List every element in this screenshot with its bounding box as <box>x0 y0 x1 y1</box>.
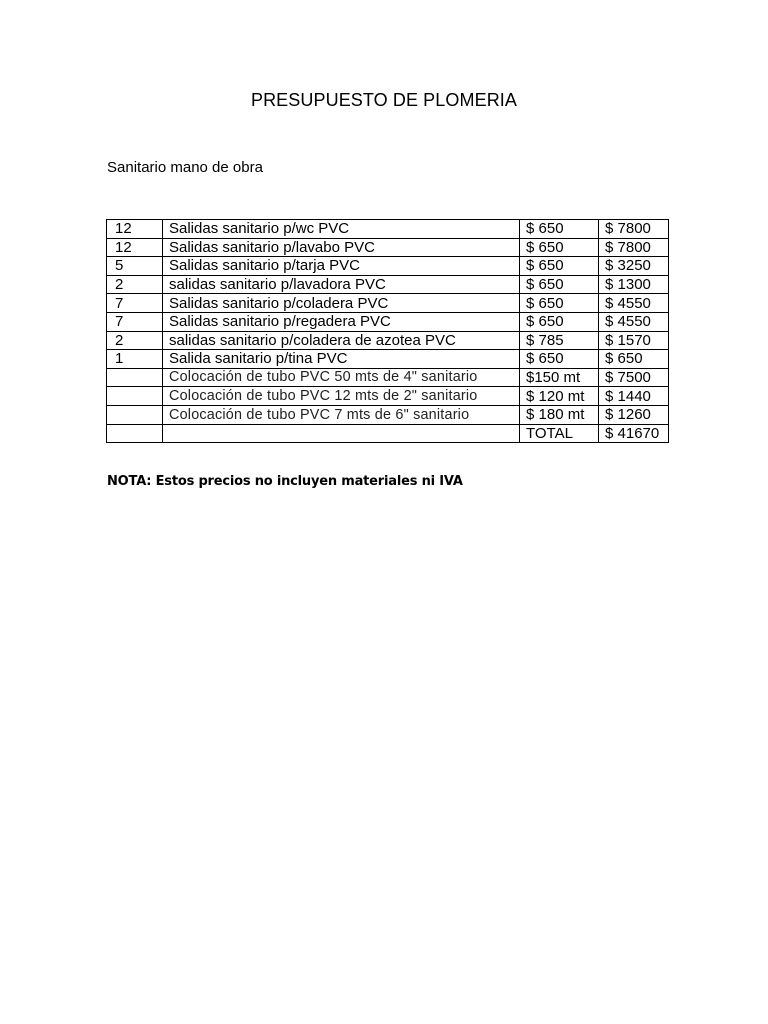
qty-cell: 2 <box>107 331 163 350</box>
unit-price-cell: $ 650 <box>520 350 599 369</box>
description-cell <box>163 424 520 443</box>
description-cell: Colocación de tubo PVC 12 mts de 2" sanitario <box>163 387 520 406</box>
total-cell: $ 7800 <box>599 238 669 257</box>
description-cell: Salidas sanitario p/lavabo PVC <box>163 238 520 257</box>
table-row <box>107 275 669 294</box>
unit-price-cell: $150 mt <box>520 368 599 387</box>
qty-cell <box>107 424 163 443</box>
total-label: TOTAL <box>520 424 599 443</box>
total-cell: $ 3250 <box>599 257 669 276</box>
total-cell: $ 7800 <box>599 220 669 239</box>
qty-cell: 1 <box>107 350 163 369</box>
unit-price-cell: $ 120 mt <box>520 387 599 406</box>
description-cell: Salidas sanitario p/regadera PVC <box>163 312 520 331</box>
qty-cell <box>107 405 163 424</box>
unit-price-cell: $ 650 <box>520 294 599 313</box>
description-cell: Colocación de tubo PVC 7 mts de 6" sanitario <box>163 405 520 424</box>
total-cell: $ 1440 <box>599 387 669 406</box>
description-cell: Salidas sanitario p/tarja PVC <box>163 257 520 276</box>
table-row <box>107 350 669 369</box>
description-cell: Salidas sanitario p/wc PVC <box>163 220 520 239</box>
table-row <box>107 312 669 331</box>
unit-price-cell: $ 785 <box>520 331 599 350</box>
total-cell: $ 4550 <box>599 312 669 331</box>
total-cell: $ 650 <box>599 350 669 369</box>
description-cell: Salida sanitario p/tina PVC <box>163 350 520 369</box>
qty-cell: 2 <box>107 275 163 294</box>
qty-cell <box>107 387 163 406</box>
table-row <box>107 368 669 387</box>
grand-total-value: $ 41670 <box>599 424 669 443</box>
description-cell: Colocación de tubo PVC 50 mts de 4" sanitario <box>163 368 520 387</box>
table-row <box>107 405 669 424</box>
total-cell: $ 1300 <box>599 275 669 294</box>
total-cell: $ 7500 <box>599 368 669 387</box>
budget-table <box>106 219 669 443</box>
table-row <box>107 294 669 313</box>
total-cell: $ 4550 <box>599 294 669 313</box>
note-text: NOTA: Estos precios no incluyen materiales ni IVA <box>107 474 463 489</box>
table-row <box>107 387 669 406</box>
table-row <box>107 331 669 350</box>
total-cell: $ 1260 <box>599 405 669 424</box>
qty-cell: 5 <box>107 257 163 276</box>
unit-price-cell: $ 650 <box>520 238 599 257</box>
total-row <box>107 424 669 443</box>
table-row <box>107 238 669 257</box>
document-title: PRESUPUESTO DE PLOMERIA <box>250 90 518 110</box>
qty-cell: 12 <box>107 220 163 239</box>
description-cell: salidas sanitario p/lavadora PVC <box>163 275 520 294</box>
unit-price-cell: $ 180 mt <box>520 405 599 424</box>
unit-price-cell: $ 650 <box>520 257 599 276</box>
table-row <box>107 220 669 239</box>
qty-cell: 7 <box>107 294 163 313</box>
qty-cell: 12 <box>107 238 163 257</box>
total-cell: $ 1570 <box>599 331 669 350</box>
unit-price-cell: $ 650 <box>520 220 599 239</box>
unit-price-cell: $ 650 <box>520 275 599 294</box>
section-subtitle: Sanitario mano de obra <box>107 159 263 176</box>
unit-price-cell: $ 650 <box>520 312 599 331</box>
qty-cell: 7 <box>107 312 163 331</box>
description-cell: Salidas sanitario p/coladera PVC <box>163 294 520 313</box>
table-row <box>107 257 669 276</box>
description-cell: salidas sanitario p/coladera de azotea PVC <box>163 331 520 350</box>
qty-cell <box>107 368 163 387</box>
